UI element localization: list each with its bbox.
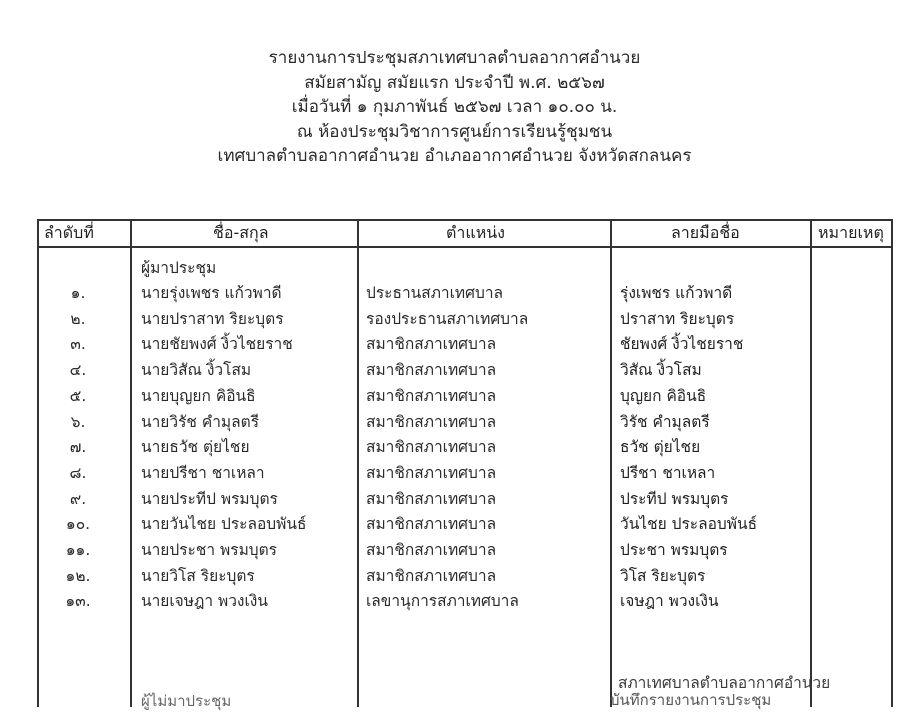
row-number: ๑๒.: [65, 567, 91, 585]
header-title: รายงานการประชุมสภาเทศบาลตำบลอากาศอำนวย: [268, 48, 641, 68]
attendee-name: นายบุญยก คิอินธิ: [141, 387, 256, 405]
attendee-name: นายรุ่งเพชร แก้วพาดี: [141, 284, 282, 302]
row-number: ๑.: [70, 284, 86, 302]
header-order: ลำดับที่: [44, 223, 94, 242]
attendee-name: นายปรีชา ชาเหลา: [141, 464, 265, 482]
attendee-position: เลขานุการสภาเทศบาล: [366, 592, 519, 610]
absent-group-label: ผู้ไม่มาประชุม: [141, 692, 232, 710]
stamp-partial-text: บันทึกรายงานการประชุม: [610, 691, 772, 709]
row-number: ๙.: [69, 490, 87, 508]
row-number: ๘.: [69, 464, 87, 482]
attendee-position: สมาชิกสภาเทศบาล: [366, 438, 497, 456]
row-number: ๖.: [70, 413, 86, 431]
column-divider: [130, 219, 132, 707]
attendee-signature: เจษฎา พวงเงิน: [620, 592, 719, 610]
attendee-name: นายชัยพงศ์ งิ้วไชยราช: [141, 335, 293, 353]
header-venue: ณ ห้องประชุมวิชาการศูนย์การเรียนรู้ชุมชน: [296, 121, 613, 142]
attendee-position: ประธานสภาเทศบาล: [366, 284, 504, 302]
row-number: ๒.: [70, 310, 86, 328]
attendee-name: นายปราสาท ริยะบุตร: [141, 310, 284, 328]
attendee-name: นายประทีป พรมบุตร: [141, 490, 278, 508]
header-signature: ลายมือชื่อ: [671, 223, 740, 242]
stamp-partial-line: [610, 691, 870, 709]
row-number: ๕.: [69, 387, 87, 405]
attendee-signature: รุ่งเพชร แก้วพาดี: [620, 284, 733, 302]
attendee-name: นายวิโส ริยะบุตร: [141, 567, 255, 585]
attendee-signature: วิโส ริยะบุตร: [620, 567, 706, 585]
attendee-name: นายวันไชย ประลอบพันธ์: [141, 515, 307, 533]
attendee-position: สมาชิกสภาเทศบาล: [366, 515, 497, 533]
attendee-signature: บุญยก คิอินธิ: [620, 387, 707, 405]
attendee-position: รองประธานสภาเทศบาล: [366, 310, 529, 328]
row-number: ๔.: [69, 361, 87, 379]
row-number: ๑๐.: [65, 515, 91, 533]
attendee-signature: ประชา พรมบุตร: [620, 541, 728, 559]
column-divider: [891, 219, 893, 707]
attendee-position: สมาชิกสภาเทศบาล: [366, 413, 497, 431]
attendee-signature: ธวัช ตุ่ยไชย: [620, 438, 701, 456]
attendee-signature: ชัยพงศ์ งิ้วไชยราช: [620, 335, 744, 353]
attendee-name: นายประชา พรมบุตร: [141, 541, 278, 559]
attendee-position: สมาชิกสภาเทศบาล: [366, 567, 497, 585]
row-number: ๗.: [69, 438, 87, 456]
column-divider: [610, 219, 612, 707]
table-header-divider: [37, 246, 892, 248]
attendee-signature: ปราสาท ริยะบุตร: [620, 310, 735, 328]
header-session: สมัยสามัญ สมัยแรก ประจำปี พ.ศ. ๒๕๖๗: [304, 72, 605, 93]
header-name: ชื่อ-สกุล: [213, 223, 269, 242]
header-position: ตำแหน่ง: [446, 223, 505, 242]
header-date: เมื่อวันที่ ๑ กุมภาพันธ์ ๒๕๖๗ เวลา ๑๐.๐๐ น.: [291, 97, 618, 117]
attendee-signature: ปรีชา ชาเหลา: [620, 464, 716, 482]
attendee-name: นายเจษฎา พวงเงิน: [141, 592, 268, 610]
attendee-name: นายวิรัช คำมุลตรี: [141, 413, 260, 431]
column-divider: [810, 219, 812, 707]
absent-group-partial: [141, 692, 261, 710]
row-number: ๓.: [70, 335, 86, 353]
attendee-signature: วันไชย ประลอบพันธ์: [620, 515, 758, 533]
signature-stamp: สภาเทศบาลตำบลอากาศอำนวย: [618, 674, 831, 692]
row-number: ๑๑.: [65, 541, 91, 559]
attendee-signature: วิสัณ งิ้วโสม: [620, 361, 702, 379]
attendee-signature: ประทีป พรมบุตร: [620, 490, 729, 508]
attendee-position: สมาชิกสภาเทศบาล: [366, 361, 497, 379]
group-label-attendees: ผู้มาประชุม: [141, 259, 217, 277]
attendee-name: นายวิสัณ งิ้วโสม: [141, 361, 252, 379]
attendee-signature: วิรัช คำมุลตรี: [620, 413, 710, 431]
attendee-position: สมาชิกสภาเทศบาล: [366, 335, 497, 353]
row-number: ๑๓.: [65, 592, 91, 610]
document-header: [0, 46, 909, 169]
column-divider: [357, 219, 359, 707]
header-location: เทศบาลตำบลอากาศอำนวย อำเภออากาศอำนวย จังหวัดสกลนคร: [217, 146, 692, 166]
attendee-position: สมาชิกสภาเทศบาล: [366, 541, 497, 559]
attendee-position: สมาชิกสภาเทศบาล: [366, 464, 497, 482]
attendee-position: สมาชิกสภาเทศบาล: [366, 490, 497, 508]
attendee-position: สมาชิกสภาเทศบาล: [366, 387, 497, 405]
attendee-name: นายธวัช ตุ่ยไชย: [141, 438, 250, 456]
header-remark: หมายเหตุ: [818, 223, 884, 242]
